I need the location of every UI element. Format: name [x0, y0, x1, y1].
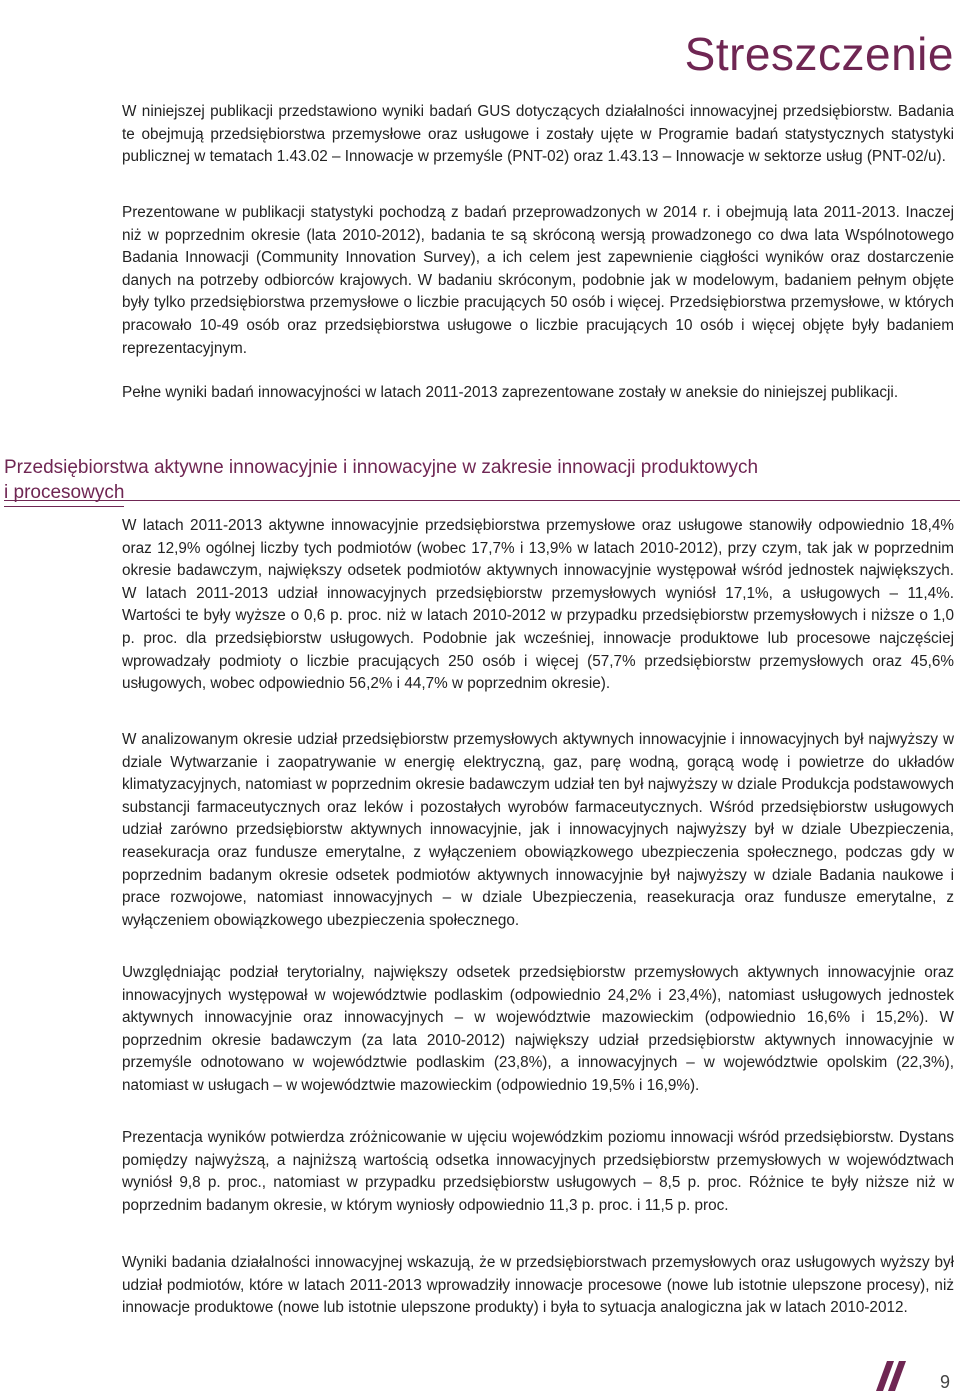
section-paragraph-4: Prezentacja wyników potwierdza zróżnicowanie w ujęciu wojewódzkim poziomu innowacji wśród przedsiębiorstw. Dystans pomiędzy najwyższą, a najniższą wartością odsetka innowacyjnych przedsiębiorstw przemysłowych w województwach wyniósł 9,8 p. proc., natomiast w przypadku przedsiębiorstw usługowych – 8,5 p. proc. Różnice te były niższe niż w poprzednim badanym okresie, w którym wyniosły odpowiednio 11,3 p. proc. i 11,5 p. proc.	[122, 1129, 954, 1214]
page-title: Streszczenie	[684, 27, 954, 80]
section-paragraph-3: Uwzględniając podział terytorialny, największy odsetek przedsiębiorstw przemysłowych aktywnych innowacyjnie oraz innowacyjnych występował w województwie podlaskim (odpowiednio 24,2% i 23,4%), natomiast usługowych jednostek aktywnych innowacyjnie oraz innowacyjnych – w województwie mazowieckim (odpowiednio 16,6% i 15,2%). W poprzednim okresie badawczym (za lata 2010-2012) największy udział przedsiębiorstw aktywnych innowacyjnie w przemyśle odnotowano w województwie podlaskim (23,8%), a innowacyjnych – w województwie opolskim (22,3%), natomiast w usługach – w województwie mazowieckim (odpowiednio 19,5% i 16,9%).	[122, 964, 954, 1094]
section-paragraph-5: Wyniki badania działalności innowacyjnej wskazują, że w przedsiębiorstwach przemysłowych oraz usługowych wyższy był udział podmiotów, które w latach 2011-2013 wprowadziły innowacje procesowe (nowe lub istotnie ulepszone procesy), niż innowacje produktowe (nowe lub istotnie ulepszone produkty) i była to sytuacja analogiczna jak w latach 2010-2012.	[122, 1254, 954, 1317]
intro-paragraph-3: Pełne wyniki badań innowacyjności w latach 2011-2013 zaprezentowane zostały w aneksie do niniejszej publikacji.	[122, 384, 899, 401]
section-heading-line-1: Przedsiębiorstwa aktywne innowacyjnie i innowacyjne w zakresie innowacji produktowych	[4, 457, 759, 478]
section-divider	[4, 500, 960, 501]
section-paragraph-1: W latach 2011-2013 aktywne innowacyjnie przedsiębiorstwa przemysłowe oraz usługowe stanowiły odpowiednio 18,4% oraz 12,9% ogólnej liczby tych podmiotów (wobec 17,7% i 13,9% w latach 2010-2012), przy czym, tak jak w poprzednim okresie badawczym, największy odsetek podmiotów aktywnych innowacyjnie występował wśród jednostek największych. W latach 2011-2013 udział innowacyjnych przedsiębiorstw przemysłowych wyniósł 17,1%, a usługowych – 11,4%. Wartości te były wyższe o 0,6 p. proc. niż w latach 2010-2012 w przypadku przedsiębiorstw przemysłowych i niższe o 1,0 p. proc. dla przedsiębiorstw usługowych. Podobnie jak wcześniej, innowacje produktowe lub procesowe najczęściej wprowadzały podmioty o liczbie pracujących 250 osób i więcej (57,7% przedsiębiorstw przemysłowych oraz 45,6% usługowych, wobec odpowiednio 56,2% i 44,7% w poprzednim okresie).	[122, 517, 954, 693]
double-slash-icon	[872, 1358, 912, 1394]
section-heading-line-2: i procesowych	[4, 480, 124, 507]
intro-paragraph-2: Prezentowane w publikacji statystyki pochodzą z badań przeprowadzonych w 2014 r. i obejmują lata 2011-2013. Inaczej niż w poprzednim okresie (lata 2010-2012), badania te są skróconą wersją prowadzonego co dwa lata Wspólnotowego Badania Innowacji (Community Innovation Survey), a ich celem jest zapewnienie ciągłości wyników oraz dostarczenie danych na potrzeby odbiorców krajowych. W badaniu skróconym, podobnie jak w modelowym, badaniem pełnym objęte były tylko przedsiębiorstwa przemysłowe o liczbie pracujących 50 osób i więcej. Przedsiębiorstwa przemysłowe, w których pracowało 10-49 osób oraz przedsiębiorstwa usługowe o liczbie pracujących 10 osób i więcej objęte były badaniem reprezentacyjnym.	[122, 204, 954, 357]
intro-paragraph-1: W niniejszej publikacji przedstawiono wyniki badań GUS dotyczących działalności innowacyjnej przedsiębiorstw. Badania te obejmują przedsiębiorstwa przemysłowe oraz usługowe i zostały ujęte w Programie badań statystycznych statystyki publicznej w tematach 1.43.02 – Innowacje w przemyśle (PNT-02) oraz 1.43.13 – Innowacje w sektorze usług (PNT-02/u).	[122, 103, 954, 166]
page-number: 9	[940, 1372, 951, 1392]
section-paragraph-2: W analizowanym okresie udział przedsiębiorstw przemysłowych aktywnych innowacyjnie i innowacyjnych był najwyższy w dziale Wytwarzanie i zaopatrywanie w energię elektryczną, gaz, parę wodną, gorącą wodę i powietrze do układów klimatyzacyjnych, natomiast w poprzednim okresie badawczym udział ten był najwyższy w dziale Produkcja podstawowych substancji farmaceutycznych oraz leków i pozostałych wyrobów farmaceutycznych. Wśród przedsiębiorstw usługowych udział zarówno przedsiębiorstw aktywnych innowacyjnie, jak i innowacyjnych najwyższy był w dziale Ubezpieczenia, reasekuracja oraz fundusze emerytalne, z wyłączeniem obowiązkowego ubezpieczenia społecznego, podczas gdy w poprzednim badanym okresie odsetek podmiotów aktywnych innowacyjnie był najwyższy w dziale Badania naukowe i prace rozwojowe, natomiast innowacyjnych – w dziale Ubezpieczenia, reasekuracja oraz fundusze emerytalne, z wyłączeniem obowiązkowego ubezpieczenia społecznego.	[122, 731, 954, 929]
